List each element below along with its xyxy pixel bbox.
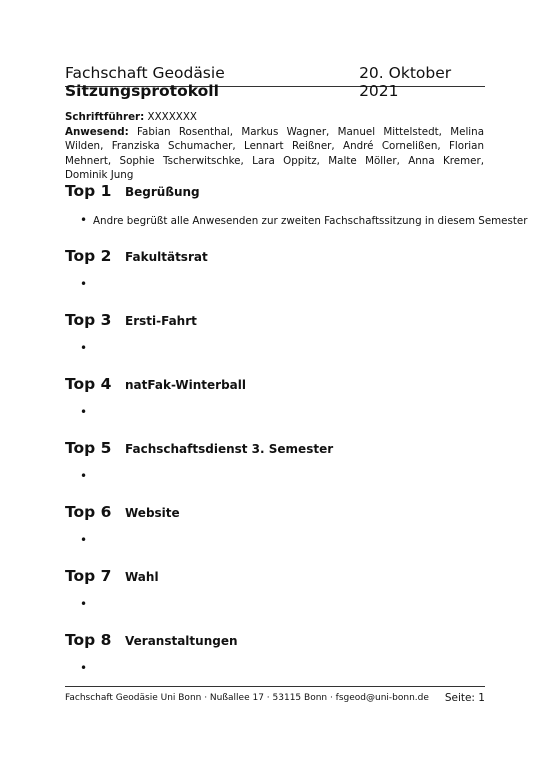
agenda-number: Top 8 <box>65 631 112 649</box>
present-line <box>65 125 484 183</box>
writer-line <box>65 110 484 125</box>
agenda-title: Begrüßung <box>125 185 200 199</box>
agenda-number: Top 6 <box>65 503 112 521</box>
writer-label: Schriftführer: <box>65 111 145 123</box>
bullet-icon: • <box>80 277 88 291</box>
bullet-icon: • <box>80 213 88 227</box>
agenda-heading-6 <box>65 503 180 521</box>
agenda-heading-3 <box>65 311 197 329</box>
agenda-heading-8 <box>65 631 238 649</box>
meeting-meta <box>65 110 484 183</box>
header-doc-title: Sitzungsprotokoll <box>65 82 219 100</box>
bullet-icon: • <box>80 533 88 547</box>
agenda-title: Website <box>125 506 180 520</box>
footer-address: Fachschaft Geodäsie Uni Bonn · Nußallee 17 · 53115 Bonn · fsgeod@uni-bonn.de <box>65 693 429 703</box>
page-number: Seite: 1 <box>444 692 485 704</box>
agenda-bullet-6 <box>80 534 93 547</box>
header-date: 20. Oktober 2021 <box>359 64 452 100</box>
agenda-title: Ersti-Fahrt <box>125 314 197 328</box>
writer-name: XXXXXXX <box>147 111 197 123</box>
agenda-bullet-1 <box>80 214 528 228</box>
agenda-title: Veranstaltungen <box>125 634 238 648</box>
header-org: Fachschaft Geodäsie <box>65 64 225 82</box>
agenda-bullet-3 <box>80 342 93 355</box>
agenda-number: Top 4 <box>65 375 112 393</box>
agenda-bullet-7 <box>80 598 93 611</box>
agenda-number: Top 2 <box>65 247 112 265</box>
agenda-title: Fakultätsrat <box>125 250 208 264</box>
agenda-heading-1 <box>65 182 200 200</box>
agenda-number: Top 5 <box>65 439 112 457</box>
agenda-number: Top 3 <box>65 311 112 329</box>
page-footer <box>65 686 485 704</box>
bullet-icon: • <box>80 661 88 675</box>
bullet-icon: • <box>80 341 88 355</box>
agenda-number: Top 1 <box>65 182 112 200</box>
bullet-icon: • <box>80 469 88 483</box>
bullet-icon: • <box>80 597 88 611</box>
agenda-title: natFak-Winterball <box>125 378 246 392</box>
agenda-bullet-5 <box>80 470 93 483</box>
page-header <box>65 64 485 100</box>
header-title <box>65 64 359 100</box>
present-names: Fabian Rosenthal, Markus Wagner, Manuel Mittelstedt, Melina Wilden, Franziska Schumacher, Lennart Reißner, André Cornelißen, Florian Mehnert, Sophie Tscherwitschke, Lara Oppitz, Malte Möller, Anna Kremer, Dominik Jung <box>65 125 484 181</box>
agenda-heading-7 <box>65 567 159 585</box>
agenda-bullet-8 <box>80 662 93 675</box>
agenda-bullet-4 <box>80 406 93 419</box>
agenda-heading-2 <box>65 247 208 265</box>
agenda-title: Wahl <box>125 570 159 584</box>
agenda-heading-5 <box>65 439 333 457</box>
bullet-text: Andre begrüßt alle Anwesenden zur zweiten Fachschaftssitzung in diesem Semester <box>93 215 528 227</box>
present-label: Anwesend: <box>65 125 129 138</box>
agenda-title: Fachschaftsdienst 3. Semester <box>125 442 334 456</box>
agenda-heading-4 <box>65 375 246 393</box>
agenda-bullet-2 <box>80 278 93 291</box>
agenda-number: Top 7 <box>65 567 112 585</box>
bullet-icon: • <box>80 405 88 419</box>
